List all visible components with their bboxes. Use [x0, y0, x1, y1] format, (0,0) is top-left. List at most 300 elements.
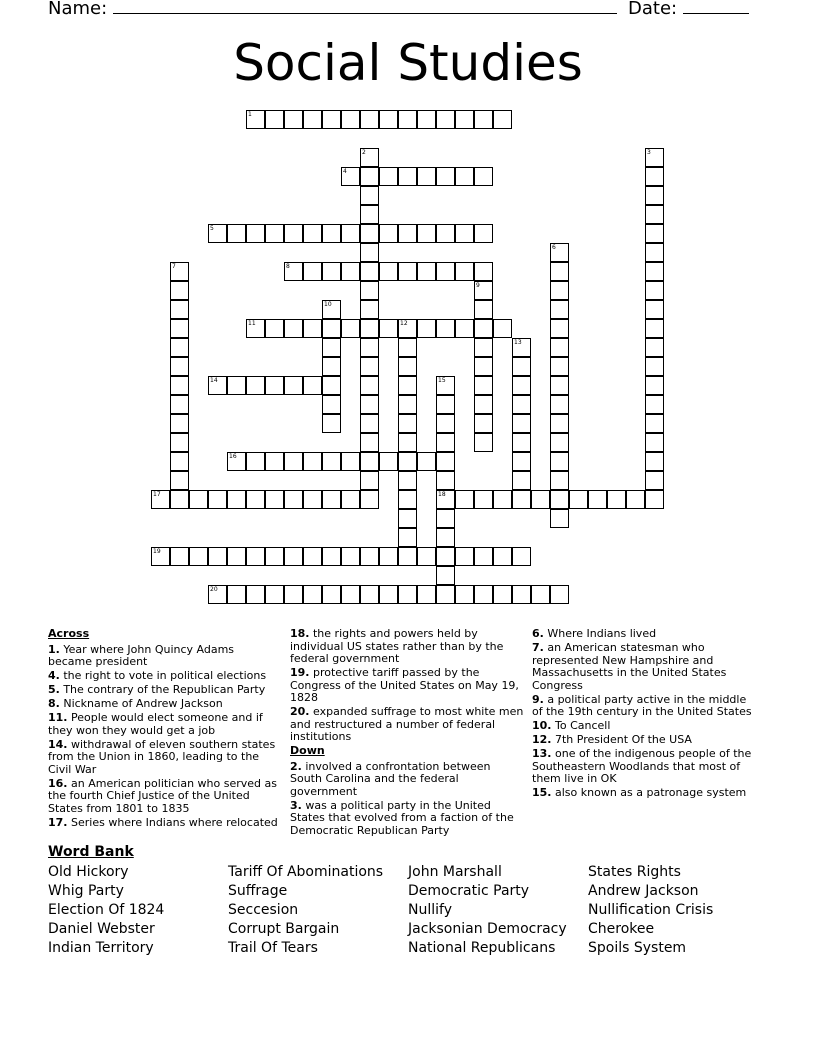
crossword-cell[interactable] [265, 490, 284, 509]
crossword-cell[interactable] [455, 585, 474, 604]
crossword-cell[interactable] [550, 414, 569, 433]
crossword-cell[interactable] [436, 167, 455, 186]
crossword-cell[interactable] [474, 300, 493, 319]
crossword-cell[interactable] [341, 490, 360, 509]
crossword-cell[interactable] [398, 471, 417, 490]
word-bank-item: John Marshall [408, 864, 502, 880]
crossword-cell[interactable] [303, 376, 322, 395]
word-bank-column [228, 863, 383, 958]
clue-number: 4. [48, 669, 60, 682]
clue-number: 13 [514, 339, 522, 346]
clue-number: 11. [48, 711, 68, 724]
crossword-cell[interactable] [417, 262, 436, 281]
crossword-cell[interactable] [474, 281, 493, 300]
crossword-cell[interactable] [436, 471, 455, 490]
crossword-cell[interactable] [436, 528, 455, 547]
crossword-cell[interactable] [189, 490, 208, 509]
crossword-cell[interactable] [512, 547, 531, 566]
clue-text: an American politician who served as the fourth Chief Justice of the United States from 1801 to 1835 [48, 776, 277, 815]
crossword-cell[interactable] [360, 167, 379, 186]
crossword-cell[interactable] [284, 262, 303, 281]
crossword-cell[interactable] [569, 490, 588, 509]
crossword-cell[interactable] [645, 471, 664, 490]
crossword-cell[interactable] [322, 110, 341, 129]
crossword-cell[interactable] [398, 395, 417, 414]
crossword-cell[interactable] [645, 300, 664, 319]
word-bank-item: Corrupt Bargain [228, 921, 340, 937]
crossword-cell[interactable] [512, 452, 531, 471]
crossword-cell[interactable] [493, 110, 512, 129]
crossword-cell[interactable] [645, 357, 664, 376]
clue-number: 20. [290, 705, 310, 718]
crossword-cell[interactable] [512, 585, 531, 604]
clue-number: 5. [48, 683, 60, 696]
crossword-cell[interactable] [227, 224, 246, 243]
clue-number: 7 [172, 263, 176, 270]
crossword-cell[interactable] [227, 585, 246, 604]
clue-item [532, 642, 760, 692]
crossword-cell[interactable] [227, 547, 246, 566]
crossword-cell[interactable] [436, 566, 455, 585]
crossword-cell[interactable] [550, 319, 569, 338]
crossword-cell[interactable] [208, 547, 227, 566]
crossword-cell[interactable] [360, 110, 379, 129]
crossword-cell[interactable] [170, 395, 189, 414]
crossword-cell[interactable] [436, 509, 455, 528]
crossword-cell[interactable] [398, 452, 417, 471]
crossword-cell[interactable] [512, 414, 531, 433]
clue-number: 2. [290, 759, 302, 773]
crossword-cell[interactable] [246, 376, 265, 395]
word-bank-item: Seccesion [228, 902, 299, 918]
crossword-cell[interactable] [284, 585, 303, 604]
crossword-cell[interactable] [531, 490, 550, 509]
crossword-cell[interactable] [170, 414, 189, 433]
crossword-cell[interactable] [417, 547, 436, 566]
crossword-cell[interactable] [474, 224, 493, 243]
clue-text: also known as a patronage system [551, 786, 747, 799]
crossword-cell[interactable] [360, 281, 379, 300]
crossword-cell[interactable] [341, 585, 360, 604]
crossword-cell[interactable] [436, 414, 455, 433]
crossword-cell[interactable] [246, 110, 265, 129]
crossword-cell[interactable] [474, 585, 493, 604]
crossword-cell[interactable] [227, 452, 246, 471]
crossword-cell[interactable] [170, 490, 189, 509]
word-bank-item: Democratic Party [408, 883, 530, 899]
clue-text: the right to vote in political elections [59, 669, 267, 682]
clue-number: 10 [324, 301, 332, 308]
clue-number: 18 [438, 491, 446, 498]
clue-item [48, 684, 280, 697]
crossword-cell[interactable] [265, 585, 284, 604]
crossword-cell[interactable] [151, 547, 170, 566]
crossword-cell[interactable] [645, 262, 664, 281]
crossword-cell[interactable] [322, 376, 341, 395]
crossword-cell[interactable] [645, 281, 664, 300]
crossword-cell[interactable] [645, 433, 664, 452]
word-bank-item: Nullification Crisis [588, 902, 714, 918]
clue-number: 1 [248, 111, 252, 118]
crossword-cell[interactable] [417, 452, 436, 471]
clue-text: Where Indians lived [543, 627, 657, 640]
crossword-cell[interactable] [208, 376, 227, 395]
crossword-cell[interactable] [360, 148, 379, 167]
crossword-cell[interactable] [645, 148, 664, 167]
clue-text: a political party active in the middle of the 19th century in the United States [532, 692, 752, 718]
crossword-cell[interactable] [550, 433, 569, 452]
crossword-cell[interactable] [398, 110, 417, 129]
crossword-cell[interactable] [455, 110, 474, 129]
crossword-cell[interactable] [398, 262, 417, 281]
crossword-cell[interactable] [550, 338, 569, 357]
crossword-cell[interactable] [284, 547, 303, 566]
clue-number: 11 [248, 320, 256, 327]
crossword-cell[interactable] [550, 395, 569, 414]
clue-number: 10. [532, 719, 552, 732]
clue-number: 14. [48, 737, 68, 751]
word-bank-item: Spoils System [588, 940, 687, 956]
crossword-cell[interactable] [360, 547, 379, 566]
crossword-cell[interactable] [360, 433, 379, 452]
crossword-cell[interactable] [246, 490, 265, 509]
crossword-cell[interactable] [398, 509, 417, 528]
crossword-cell[interactable] [322, 262, 341, 281]
crossword-cell[interactable] [436, 262, 455, 281]
crossword-cell[interactable] [322, 395, 341, 414]
clues-column-3 [532, 628, 760, 801]
crossword-cell[interactable] [360, 471, 379, 490]
crossword-cell[interactable] [379, 585, 398, 604]
crossword-cell[interactable] [284, 376, 303, 395]
crossword-cell[interactable] [170, 300, 189, 319]
crossword-cell[interactable] [398, 338, 417, 357]
crossword-cell[interactable] [360, 224, 379, 243]
crossword-cell[interactable] [265, 376, 284, 395]
page-title: Social Studies [233, 34, 583, 92]
crossword-cell[interactable] [170, 338, 189, 357]
word-bank-item: Suffrage [228, 883, 288, 899]
crossword-cell[interactable] [645, 414, 664, 433]
crossword-cell[interactable] [360, 186, 379, 205]
clue-number: 12 [400, 320, 408, 327]
clue-item [532, 720, 760, 733]
word-bank-item: States Rights [588, 864, 681, 880]
clue-text: The contrary of the Republican Party [59, 683, 266, 696]
crossword-cell[interactable] [303, 262, 322, 281]
crossword-cell[interactable] [436, 224, 455, 243]
crossword-cell[interactable] [284, 110, 303, 129]
crossword-cell[interactable] [322, 547, 341, 566]
crossword-cell[interactable] [493, 319, 512, 338]
clue-item [48, 670, 280, 683]
crossword-cell[interactable] [246, 224, 265, 243]
crossword-cell[interactable] [493, 585, 512, 604]
crossword-cell[interactable] [341, 167, 360, 186]
crossword-cell[interactable] [303, 585, 322, 604]
clue-section-heading: Down [290, 744, 325, 757]
crossword-cell[interactable] [284, 224, 303, 243]
crossword-cell[interactable] [455, 224, 474, 243]
clue-number: 13. [532, 747, 552, 760]
crossword-cell[interactable] [360, 338, 379, 357]
crossword-cell[interactable] [360, 585, 379, 604]
crossword-cell[interactable] [550, 471, 569, 490]
crossword-cell[interactable] [341, 262, 360, 281]
clue-text: an American statesman who represented New Hampshire and Massachusetts in the United States Congress [532, 641, 727, 692]
crossword-cell[interactable] [341, 452, 360, 471]
crossword-cell[interactable] [474, 395, 493, 414]
crossword-cell[interactable] [474, 433, 493, 452]
crossword-cell[interactable] [398, 376, 417, 395]
crossword-cell[interactable] [170, 433, 189, 452]
crossword-cell[interactable] [512, 433, 531, 452]
crossword-cell[interactable] [455, 319, 474, 338]
crossword-cell[interactable] [417, 585, 436, 604]
crossword-cell[interactable] [303, 452, 322, 471]
crossword-cell[interactable] [531, 585, 550, 604]
crossword-cell[interactable] [246, 547, 265, 566]
crossword-cell[interactable] [170, 452, 189, 471]
crossword-cell[interactable] [208, 490, 227, 509]
word-bank-item: Election Of 1824 [48, 902, 165, 918]
crossword-cell[interactable] [588, 490, 607, 509]
crossword-cell[interactable] [208, 585, 227, 604]
clue-number: 2 [362, 149, 366, 156]
crossword-cell[interactable] [360, 414, 379, 433]
crossword-cell[interactable] [398, 224, 417, 243]
word-bank-item: Andrew Jackson [588, 883, 699, 899]
crossword-cell[interactable] [303, 547, 322, 566]
clue-section-heading: Across [48, 627, 90, 640]
crossword-cell[interactable] [303, 319, 322, 338]
clue-number: 17 [153, 491, 161, 498]
clue-item [48, 712, 280, 737]
crossword-cell[interactable] [265, 224, 284, 243]
crossword-cell[interactable] [341, 319, 360, 338]
clue-text: the rights and powers held by individual US states rather than by the federal government [290, 627, 504, 665]
crossword-cell[interactable] [493, 490, 512, 509]
crossword-cell[interactable] [208, 224, 227, 243]
crossword-cell[interactable] [645, 319, 664, 338]
crossword-cell[interactable] [474, 357, 493, 376]
crossword-cell[interactable] [360, 376, 379, 395]
crossword-cell[interactable] [550, 300, 569, 319]
word-bank-column [588, 863, 713, 958]
crossword-cell[interactable] [550, 452, 569, 471]
crossword-cell[interactable] [436, 319, 455, 338]
crossword-cell[interactable] [550, 509, 569, 528]
crossword-cell[interactable] [645, 167, 664, 186]
crossword-cell[interactable] [645, 243, 664, 262]
crossword-cell[interactable] [265, 110, 284, 129]
crossword-cell[interactable] [322, 414, 341, 433]
crossword-cell[interactable] [322, 490, 341, 509]
crossword-cell[interactable] [170, 319, 189, 338]
crossword-cell[interactable] [550, 262, 569, 281]
crossword-cell[interactable] [265, 452, 284, 471]
crossword-cell[interactable] [284, 319, 303, 338]
crossword-cell[interactable] [360, 262, 379, 281]
word-bank-title: Word Bank [48, 844, 134, 860]
crossword-cell[interactable] [360, 319, 379, 338]
crossword-cell[interactable] [436, 452, 455, 471]
clue-item [532, 787, 760, 800]
crossword-cell[interactable] [474, 319, 493, 338]
crossword-cell[interactable] [474, 110, 493, 129]
crossword-cell[interactable] [284, 452, 303, 471]
crossword-cell[interactable] [474, 262, 493, 281]
crossword-cell[interactable] [227, 490, 246, 509]
crossword-cell[interactable] [512, 357, 531, 376]
crossword-cell[interactable] [550, 585, 569, 604]
crossword-cell[interactable] [398, 357, 417, 376]
crossword-cell[interactable] [474, 414, 493, 433]
clue-text: expanded suffrage to most white men and restructured a number of federal institutions [290, 705, 524, 743]
crossword-cell[interactable] [398, 547, 417, 566]
crossword-cell[interactable] [474, 338, 493, 357]
crossword-cell[interactable] [645, 338, 664, 357]
crossword-cell[interactable] [322, 224, 341, 243]
word-bank-item: Old Hickory [48, 864, 129, 880]
crossword-cell[interactable] [398, 585, 417, 604]
crossword-cell[interactable] [417, 224, 436, 243]
crossword-cell[interactable] [626, 490, 645, 509]
clue-number: 19 [153, 548, 161, 555]
crossword-cell[interactable] [474, 376, 493, 395]
crossword-cell[interactable] [645, 395, 664, 414]
crossword-cell[interactable] [360, 395, 379, 414]
crossword-cell[interactable] [170, 262, 189, 281]
crossword-cell[interactable] [360, 490, 379, 509]
crossword-cell[interactable] [322, 338, 341, 357]
crossword-cell[interactable] [455, 490, 474, 509]
crossword-cell[interactable] [474, 490, 493, 509]
crossword-cell[interactable] [645, 490, 664, 509]
crossword-cell[interactable] [265, 547, 284, 566]
crossword-cell[interactable] [379, 224, 398, 243]
crossword-cell[interactable] [322, 357, 341, 376]
crossword-cell[interactable] [398, 528, 417, 547]
crossword-cell[interactable] [284, 490, 303, 509]
clue-item [48, 778, 280, 816]
crossword-cell[interactable] [512, 395, 531, 414]
crossword-cell[interactable] [360, 452, 379, 471]
crossword-cell[interactable] [360, 205, 379, 224]
crossword-cell[interactable] [265, 319, 284, 338]
crossword-cell[interactable] [322, 585, 341, 604]
crossword-cell[interactable] [379, 547, 398, 566]
crossword-cell[interactable] [550, 243, 569, 262]
crossword-cell[interactable] [436, 490, 455, 509]
crossword-cell[interactable] [645, 186, 664, 205]
crossword-cell[interactable] [303, 224, 322, 243]
word-bank-item: Whig Party [48, 883, 124, 899]
crossword-cell[interactable] [170, 471, 189, 490]
crossword-cell[interactable] [417, 167, 436, 186]
crossword-cell[interactable] [341, 547, 360, 566]
crossword-cell[interactable] [246, 319, 265, 338]
crossword-cell[interactable] [398, 433, 417, 452]
crossword-cell[interactable] [417, 319, 436, 338]
crossword-cell[interactable] [436, 585, 455, 604]
crossword-cell[interactable] [379, 262, 398, 281]
crossword-cell[interactable] [550, 357, 569, 376]
crossword-cell[interactable] [550, 281, 569, 300]
crossword-cell[interactable] [379, 110, 398, 129]
crossword-cell[interactable] [607, 490, 626, 509]
crossword-cell[interactable] [512, 338, 531, 357]
crossword-cell[interactable] [379, 452, 398, 471]
clue-text: 7th President Of the USA [551, 733, 692, 746]
crossword-cell[interactable] [170, 281, 189, 300]
word-bank-item: Tariff Of Abominations [228, 864, 384, 880]
crossword-cell[interactable] [170, 357, 189, 376]
crossword-cell[interactable] [512, 490, 531, 509]
crossword-cell[interactable] [474, 167, 493, 186]
crossword-cell[interactable] [360, 300, 379, 319]
crossword-cell[interactable] [303, 110, 322, 129]
crossword-cell[interactable] [246, 452, 265, 471]
crossword-cell[interactable] [246, 585, 265, 604]
crossword-cell[interactable] [493, 547, 512, 566]
crossword-cell[interactable] [398, 414, 417, 433]
crossword-cell[interactable] [170, 547, 189, 566]
crossword-cell[interactable] [398, 167, 417, 186]
clue-text: To Cancell [551, 719, 611, 732]
crossword-cell[interactable] [474, 547, 493, 566]
crossword-cell[interactable] [398, 319, 417, 338]
crossword-cell[interactable] [227, 376, 246, 395]
clue-number: 6 [552, 244, 556, 251]
crossword-cell[interactable] [645, 205, 664, 224]
crossword-cell[interactable] [322, 452, 341, 471]
crossword-cell[interactable] [341, 110, 360, 129]
crossword-cell[interactable] [512, 471, 531, 490]
crossword-cell[interactable] [398, 490, 417, 509]
clue-number: 6. [532, 627, 544, 640]
crossword-cell[interactable] [322, 319, 341, 338]
crossword-cell[interactable] [341, 224, 360, 243]
crossword-cell[interactable] [379, 319, 398, 338]
crossword-cell[interactable] [455, 167, 474, 186]
crossword-cell[interactable] [170, 376, 189, 395]
crossword-cell[interactable] [360, 357, 379, 376]
crossword-cell[interactable] [379, 167, 398, 186]
crossword-cell[interactable] [436, 547, 455, 566]
crossword-cell[interactable] [645, 376, 664, 395]
crossword-cell[interactable] [550, 376, 569, 395]
crossword-cell[interactable] [417, 110, 436, 129]
crossword-cell[interactable] [645, 224, 664, 243]
crossword-cell[interactable] [189, 547, 208, 566]
crossword-cell[interactable] [455, 547, 474, 566]
crossword-cell[interactable] [151, 490, 170, 509]
crossword-cell[interactable] [436, 376, 455, 395]
clue-number: 17. [48, 815, 68, 829]
crossword-cell[interactable] [303, 490, 322, 509]
crossword-cell[interactable] [455, 262, 474, 281]
clues-column-1 [48, 628, 280, 831]
crossword-cell[interactable] [550, 490, 569, 509]
crossword-cell[interactable] [436, 395, 455, 414]
crossword-cell[interactable] [645, 452, 664, 471]
crossword-cell[interactable] [436, 110, 455, 129]
crossword-cell[interactable] [322, 300, 341, 319]
crossword-cell[interactable] [360, 243, 379, 262]
crossword-cell[interactable] [436, 433, 455, 452]
crossword-cell[interactable] [512, 376, 531, 395]
